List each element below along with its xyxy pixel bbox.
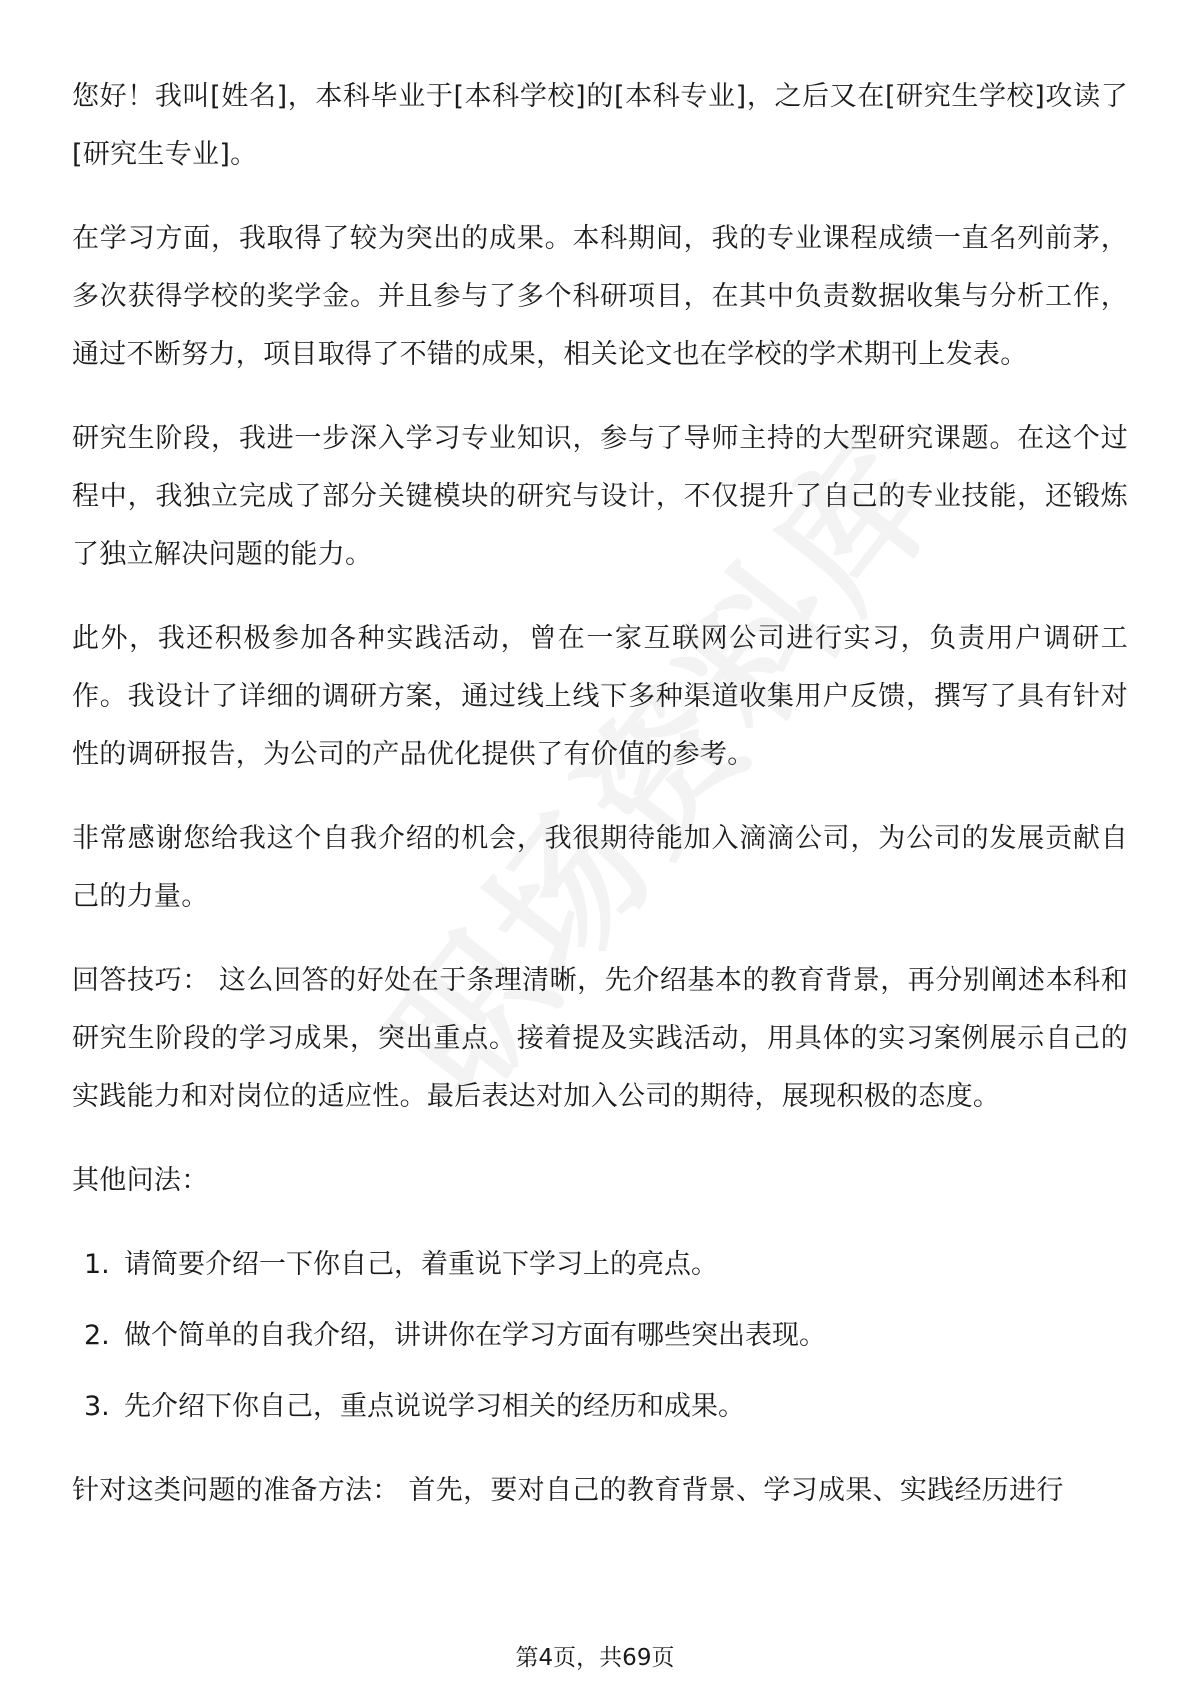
list-item: [84, 1307, 1128, 1365]
list-item: [84, 1236, 1128, 1294]
closing-paragraph: 非常感谢您给我这个自我介绍的机会，我很期待能加入滴滴公司，为公司的发展贡献自己的力量。: [72, 823, 1128, 912]
list-item-number: 3.: [84, 1391, 110, 1422]
document-page: [72, 68, 1128, 1520]
list-item-text: 做个简单的自我介绍，讲讲你在学习方面有哪些突出表现。: [124, 1320, 826, 1351]
page-number-footer: 第4页，共69页: [515, 1645, 675, 1671]
undergrad-paragraph: 在学习方面，我取得了较为突出的成果。本科期间，我的专业课程成绩一直名列前茅，多次获得学校的奖学金。并且参与了多个科研项目，在其中负责数据收集与分析工作，通过不断努力，项目取得了不错的成果，相关论文也在学校的学术期刊上发表。: [72, 223, 1128, 370]
alt-questions-list: [72, 1236, 1128, 1436]
list-item-text: 先介绍下你自己，重点说说学习相关的经历和成果。: [124, 1391, 745, 1422]
preparation-paragraph: 针对这类问题的准备方法： 首先，要对自己的教育背景、学习成果、实践经历进行: [72, 1475, 1064, 1506]
list-item-number: 1.: [84, 1249, 110, 1280]
list-item-number: 2.: [84, 1320, 110, 1351]
graduate-paragraph: 研究生阶段，我进一步深入学习专业知识，参与了导师主持的大型研究课题。在这个过程中，我独立完成了部分关键模块的研究与设计，不仅提升了自己的专业技能，还锻炼了独立解决问题的能力。: [72, 423, 1128, 570]
list-item-text: 请简要介绍一下你自己，着重说下学习上的亮点。: [124, 1249, 718, 1280]
intro-paragraph: 您好！我叫[姓名]，本科毕业于[本科学校]的[本科专业]，之后又在[研究生学校]攻读了[研究生专业]。: [72, 81, 1128, 170]
list-item: [84, 1378, 1128, 1436]
alt-questions-heading: 其他问法：: [72, 1165, 209, 1196]
answer-tips-paragraph: 回答技巧： 这么回答的好处在于条理清晰，先介绍基本的教育背景，再分别阐述本科和研究生阶段的学习成果，突出重点。接着提及实践活动，用具体的实习案例展示自己的实践能力和对岗位的适应性。最后表达对加入公司的期待，展现积极的态度。: [72, 965, 1128, 1112]
practice-paragraph: 此外，我还积极参加各种实践活动，曾在一家互联网公司进行实习，负责用户调研工作。我设计了详细的调研方案，通过线上线下多种渠道收集用户反馈，撰写了具有针对性的调研报告，为公司的产品优化提供了有价值的参考。: [72, 623, 1128, 770]
